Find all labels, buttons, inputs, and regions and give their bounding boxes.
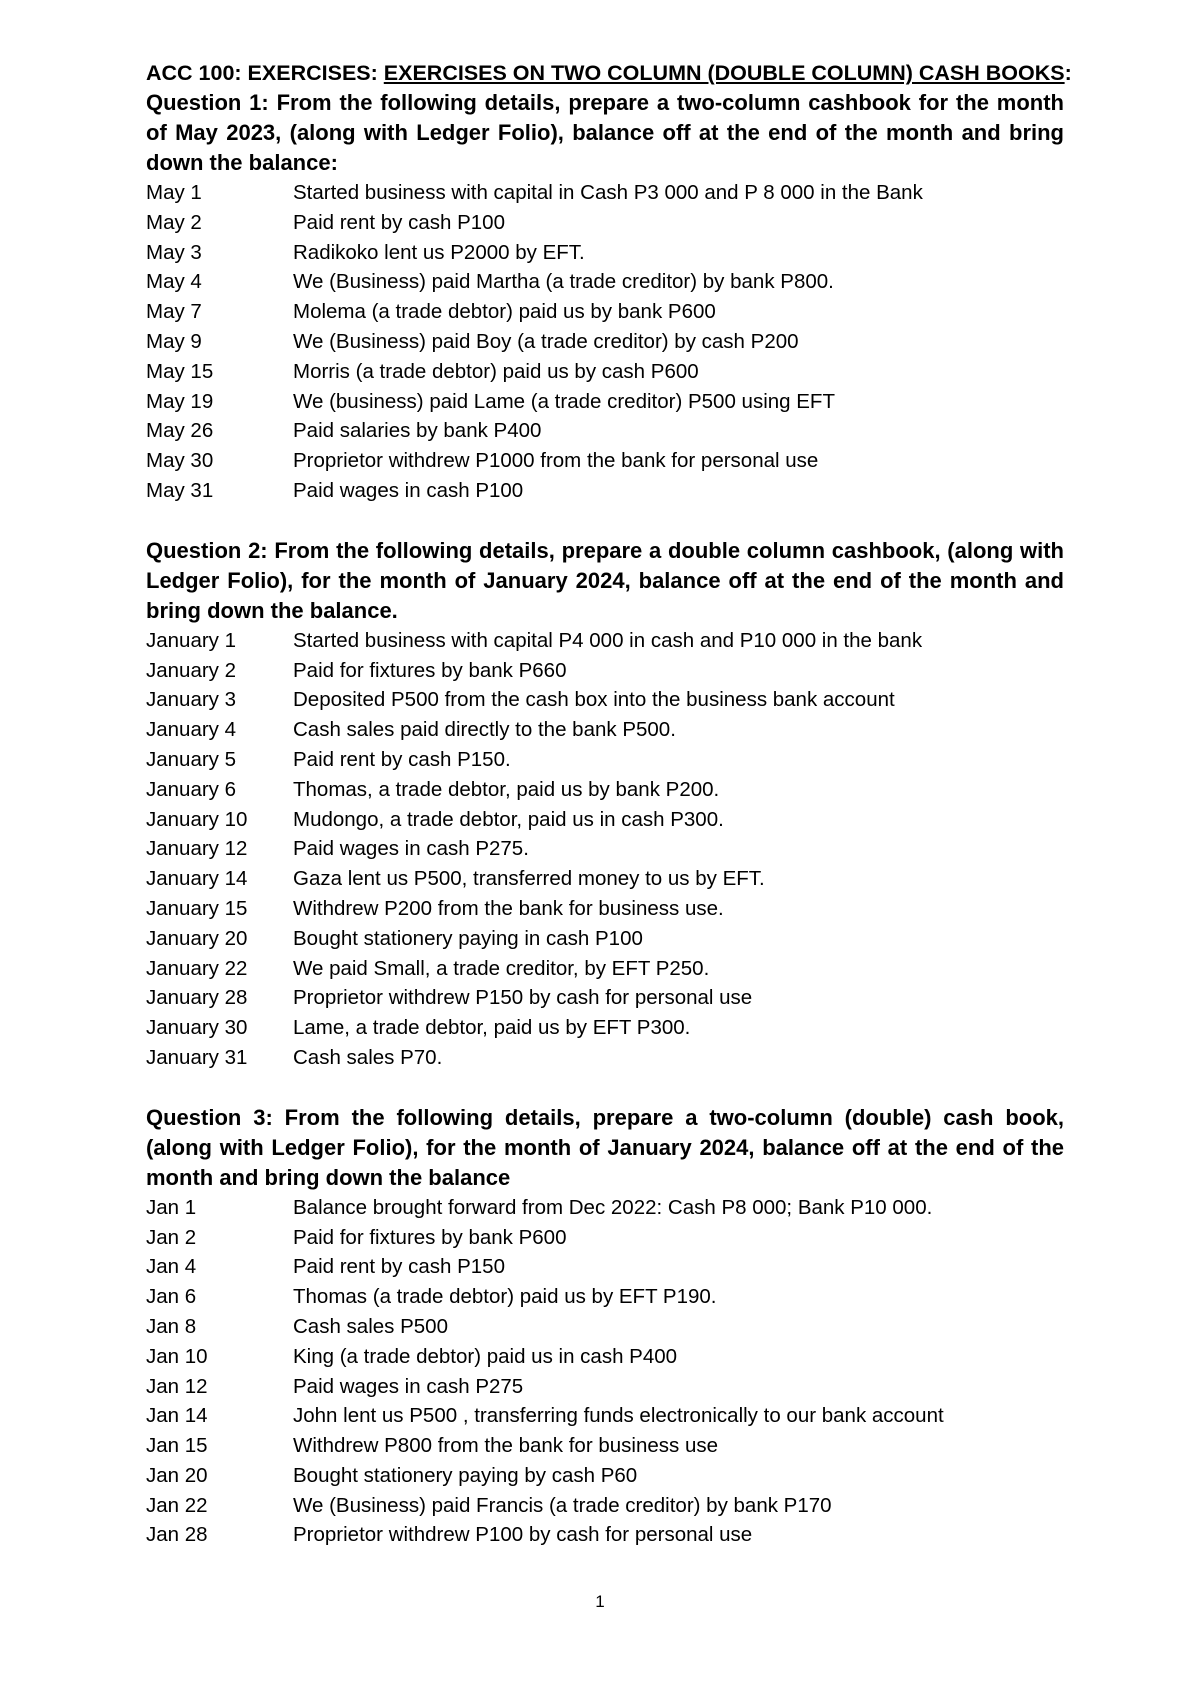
transaction-row [146, 1461, 1064, 1491]
transaction-description: Radikoko lent us P2000 by EFT. [293, 240, 585, 264]
transaction-row [146, 864, 1064, 894]
transaction-date: May 30 [146, 449, 214, 473]
transaction-row [146, 924, 1064, 954]
transaction-row [146, 208, 1064, 238]
questions-container [146, 88, 1064, 1550]
transaction-row [146, 1342, 1064, 1372]
transaction-description: Paid for fixtures by bank P600 [293, 1225, 567, 1249]
transaction-description: Cash sales paid directly to the bank P500. [293, 718, 676, 742]
transaction-row [146, 983, 1064, 1013]
transaction-list [146, 178, 1064, 506]
transaction-description: Paid rent by cash P150 [293, 1255, 505, 1279]
transaction-date: Jan 2 [146, 1225, 197, 1249]
transaction-date: Jan 4 [146, 1255, 197, 1279]
transaction-row [146, 834, 1064, 864]
transaction-description: Cash sales P500 [293, 1314, 448, 1338]
transaction-description: Paid wages in cash P100 [293, 478, 524, 502]
transaction-date: Jan 14 [146, 1404, 208, 1428]
page-number: 1 [595, 1592, 605, 1611]
transaction-description: Bought stationery paying by cash P60 [293, 1463, 638, 1487]
transaction-description: John lent us P500 , transferring funds electronically to our bank account [293, 1404, 944, 1428]
question-heading: Question 2: From the following details, prepare a double column cashbook, (along with Ledger Folio), for the month of January 2024, balance off at the end of the month and bring down the balance. [146, 537, 1064, 623]
transaction-description: King (a trade debtor) paid us in cash P400 [293, 1344, 678, 1368]
transaction-date: Jan 12 [146, 1374, 208, 1398]
transaction-row [146, 1520, 1064, 1550]
transaction-date: Jan 6 [146, 1285, 197, 1309]
transaction-list [146, 1193, 1064, 1551]
transaction-row [146, 416, 1064, 446]
transaction-date: January 10 [146, 807, 248, 831]
transaction-description: We (Business) paid Martha (a trade creditor) by bank P800. [293, 270, 834, 294]
question-heading: Question 3: From the following details, prepare a two-column (double) cash book, (along with Ledger Folio), for the month of January 2024, balance off at the end of the month and bring down the balance [146, 1104, 1064, 1190]
transaction-description: Cash sales P70. [293, 1045, 443, 1069]
document-title [146, 58, 1072, 88]
transaction-date: January 20 [146, 926, 248, 950]
transaction-description: We (Business) paid Boy (a trade creditor) by cash P200 [293, 329, 799, 353]
transaction-row [146, 387, 1064, 417]
transaction-row [146, 745, 1064, 775]
transaction-date: January 12 [146, 837, 248, 861]
transaction-description: Withdrew P800 from the bank for business use [293, 1434, 719, 1458]
question-heading: Question 1: From the following details, prepare a two-column cashbook for the month of May 2023, (along with Ledger Folio), balance off at the end of the month and bring down the balance: [146, 90, 1064, 175]
transaction-list [146, 626, 1064, 1073]
transaction-date: January 31 [146, 1045, 248, 1069]
transaction-row [146, 656, 1064, 686]
transaction-date: May 26 [146, 419, 214, 443]
transaction-description: Mudongo, a trade debtor, paid us in cash P300. [293, 807, 724, 831]
title-suffix: : [1064, 61, 1072, 85]
transaction-description: Started business with capital P4 000 in cash and P10 000 in the bank [293, 628, 923, 652]
transaction-date: Jan 1 [146, 1195, 197, 1219]
transaction-row [146, 1013, 1064, 1043]
transaction-row [146, 327, 1064, 357]
transaction-row [146, 775, 1064, 805]
transaction-date: May 4 [146, 270, 202, 294]
transaction-date: May 7 [146, 300, 202, 324]
transaction-description: Deposited P500 from the cash box into the business bank account [293, 688, 895, 712]
transaction-row [146, 626, 1064, 656]
transaction-date: May 19 [146, 389, 214, 413]
transaction-description: Paid for fixtures by bank P660 [293, 658, 567, 682]
transaction-row [146, 1223, 1064, 1253]
transaction-date: Jan 28 [146, 1523, 208, 1547]
transaction-date: May 3 [146, 240, 202, 264]
transaction-date: Jan 8 [146, 1314, 197, 1338]
transaction-description: Balance brought forward from Dec 2022: Cash P8 000; Bank P10 000. [293, 1195, 933, 1219]
transaction-description: Paid rent by cash P150. [293, 747, 511, 771]
transaction-row [146, 267, 1064, 297]
transaction-description: Paid rent by cash P100 [293, 210, 505, 234]
transaction-row [146, 805, 1064, 835]
transaction-description: Paid wages in cash P275. [293, 837, 529, 861]
transaction-row [146, 1372, 1064, 1402]
title-underlined: EXERCISES ON TWO COLUMN (DOUBLE COLUMN) CASH BOOKS [383, 61, 1065, 85]
transaction-date: Jan 10 [146, 1344, 208, 1368]
transaction-row [146, 1431, 1064, 1461]
transaction-date: January 1 [146, 628, 237, 652]
transaction-date: May 2 [146, 210, 202, 234]
question-1 [146, 88, 1064, 506]
transaction-row [146, 238, 1064, 268]
transaction-description: Proprietor withdrew P1000 from the bank for personal use [293, 449, 819, 473]
transaction-row [146, 178, 1064, 208]
transaction-row [146, 1282, 1064, 1312]
transaction-description: Bought stationery paying in cash P100 [293, 926, 643, 950]
transaction-description: We (Business) paid Francis (a trade creditor) by bank P170 [293, 1493, 832, 1517]
transaction-row [146, 476, 1064, 506]
transaction-row [146, 1043, 1064, 1073]
transaction-date: Jan 20 [146, 1463, 208, 1487]
transaction-description: We (business) paid Lame (a trade creditor) P500 using EFT [293, 389, 835, 413]
transaction-date: January 4 [146, 718, 237, 742]
transaction-date: January 22 [146, 956, 248, 980]
transaction-description: Thomas, a trade debtor, paid us by bank P200. [293, 777, 720, 801]
transaction-date: January 6 [146, 777, 237, 801]
transaction-description: Lame, a trade debtor, paid us by EFT P300. [293, 1016, 691, 1040]
transaction-row [146, 1193, 1064, 1223]
transaction-date: January 28 [146, 986, 248, 1010]
transaction-description: Started business with capital in Cash P3 000 and P 8 000 in the Bank [293, 181, 923, 204]
transaction-row [146, 715, 1064, 745]
transaction-row [146, 685, 1064, 715]
transaction-description: Paid wages in cash P275 [293, 1374, 524, 1398]
transaction-row [146, 446, 1064, 476]
transaction-date: May 1 [146, 181, 202, 204]
transaction-date: Jan 15 [146, 1434, 208, 1458]
transaction-row [146, 297, 1064, 327]
transaction-date: January 3 [146, 688, 237, 712]
document-page [146, 58, 1072, 1550]
transaction-date: January 14 [146, 867, 248, 891]
transaction-row [146, 357, 1064, 387]
transaction-description: Paid salaries by bank P400 [293, 419, 542, 443]
transaction-description: Proprietor withdrew P100 by cash for personal use [293, 1523, 753, 1547]
transaction-description: Molema (a trade debtor) paid us by bank P600 [293, 300, 716, 324]
transaction-row [146, 894, 1064, 924]
question-3 [146, 1103, 1064, 1551]
transaction-row [146, 954, 1064, 984]
question-2 [146, 536, 1064, 1073]
transaction-date: Jan 22 [146, 1493, 208, 1517]
transaction-date: May 31 [146, 478, 214, 502]
transaction-date: January 5 [146, 747, 237, 771]
transaction-date: January 15 [146, 896, 248, 920]
transaction-row [146, 1252, 1064, 1282]
transaction-row [146, 1312, 1064, 1342]
transaction-description: Thomas (a trade debtor) paid us by EFT P190. [293, 1285, 717, 1309]
transaction-date: January 30 [146, 1016, 248, 1040]
transaction-description: Withdrew P200 from the bank for business use. [293, 896, 724, 920]
transaction-date: May 9 [146, 329, 202, 353]
transaction-description: Morris (a trade debtor) paid us by cash P600 [293, 359, 699, 383]
transaction-description: We paid Small, a trade creditor, by EFT P250. [293, 956, 710, 980]
title-prefix: ACC 100: EXERCISES: [146, 61, 384, 85]
transaction-description: Proprietor withdrew P150 by cash for personal use [293, 986, 753, 1010]
transaction-date: January 2 [146, 658, 237, 682]
transaction-description: Gaza lent us P500, transferred money to us by EFT. [293, 867, 765, 891]
transaction-date: May 15 [146, 359, 214, 383]
transaction-row [146, 1401, 1064, 1431]
transaction-row [146, 1491, 1064, 1521]
